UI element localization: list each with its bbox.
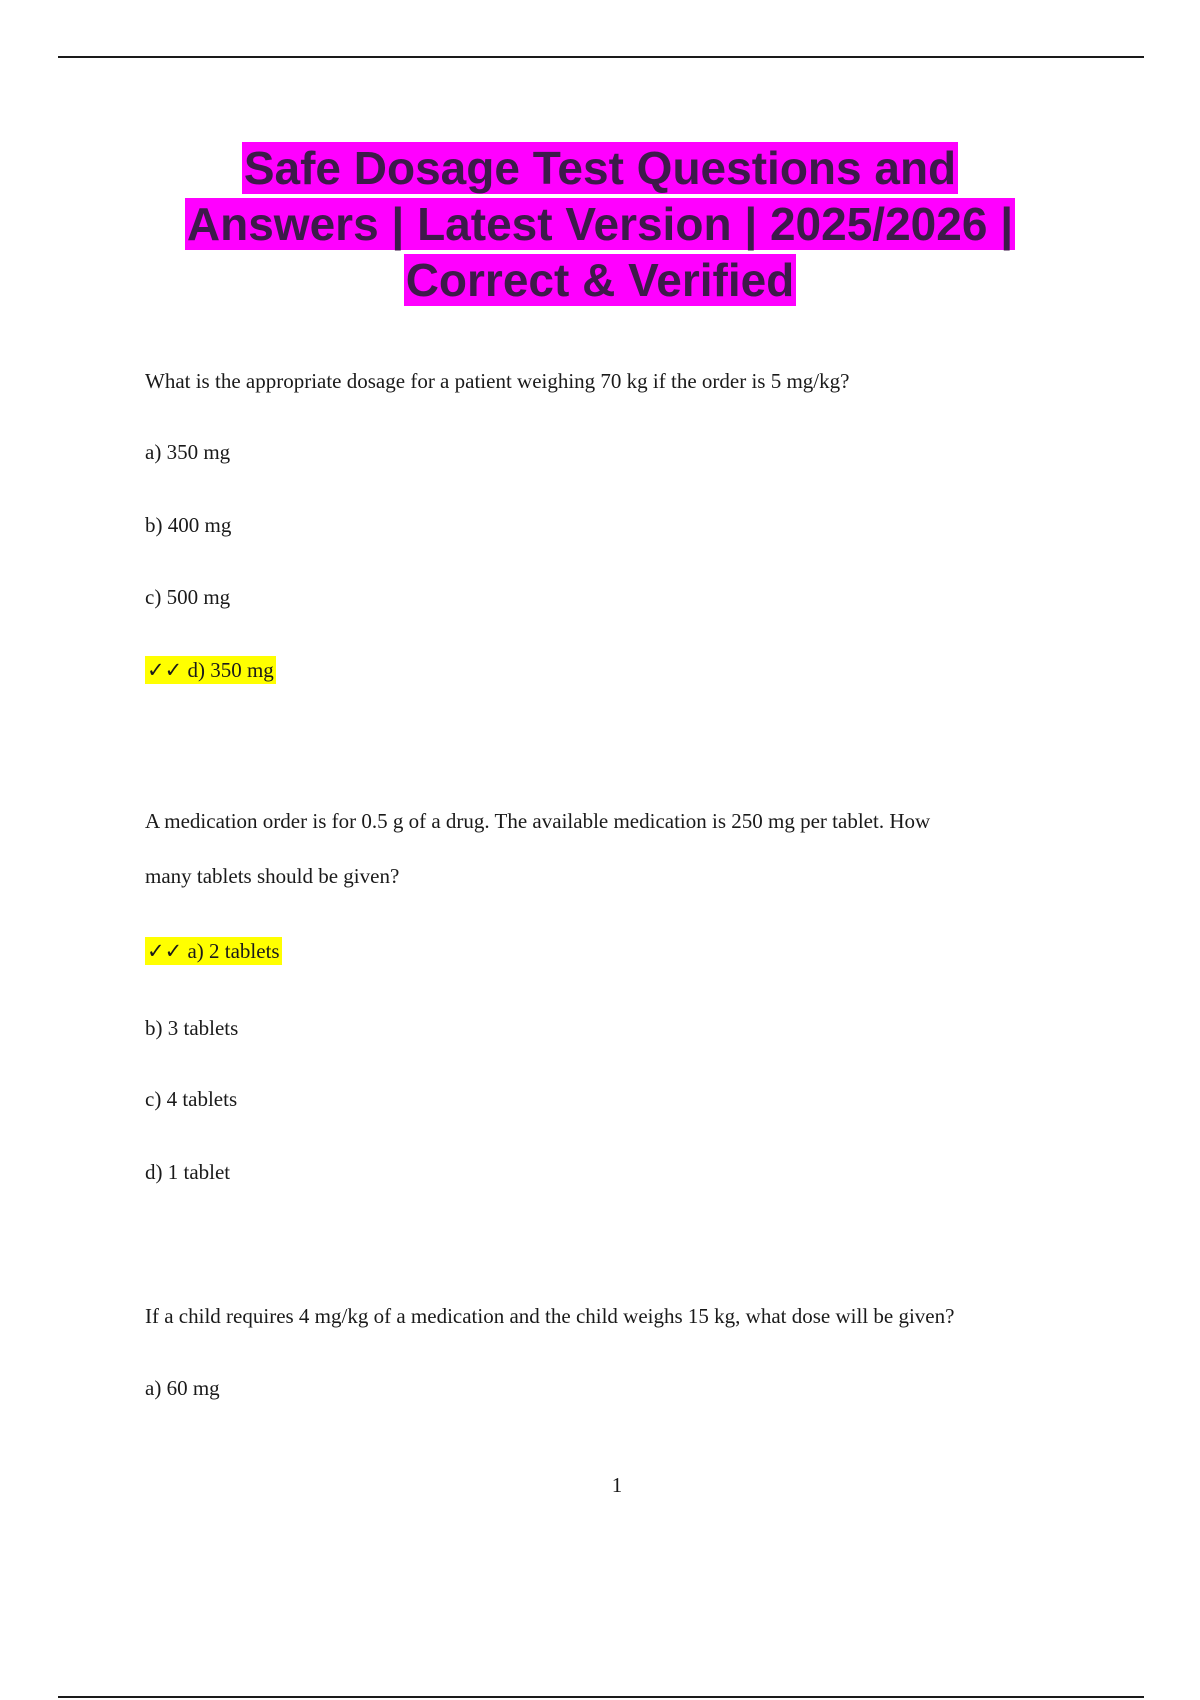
page-number: 1 xyxy=(611,1473,623,1497)
question-1-option-b: b) 400 mg xyxy=(145,513,232,537)
question-2-option-a: a) 2 tablets xyxy=(187,939,280,963)
answer-highlight xyxy=(145,937,282,965)
question-2-prompt-line-1: A medication order is for 0.5 g of a drug. The available medication is 250 mg per tablet. How xyxy=(145,809,931,833)
question-2-prompt-line-2: many tablets should be given? xyxy=(145,864,400,888)
answer-highlight xyxy=(145,656,276,684)
question-2-option-d: d) 1 tablet xyxy=(145,1160,231,1184)
top-rule xyxy=(58,56,1144,58)
question-1-option-d: d) 350 mg xyxy=(187,658,274,682)
document-title xyxy=(100,140,1100,308)
question-1-prompt: What is the appropriate dosage for a patient weighing 70 kg if the order is 5 mg/kg? xyxy=(145,369,850,393)
question-1-option-a: a) 350 mg xyxy=(145,440,231,464)
question-3-option-a: a) 60 mg xyxy=(145,1376,220,1400)
title-line-1: Safe Dosage Test Questions and xyxy=(243,142,957,194)
question-3-prompt: If a child requires 4 mg/kg of a medication and the child weighs 15 kg, what dose will be given? xyxy=(145,1304,955,1328)
double-check-icon: ✓✓ xyxy=(147,658,183,682)
question-1-correct-answer xyxy=(145,658,276,683)
title-line-2: Answers | Latest Version | 2025/2026 | xyxy=(186,198,1014,250)
bottom-rule xyxy=(58,1696,1144,1698)
question-2-option-b: b) 3 tablets xyxy=(145,1016,239,1040)
question-1-option-c: c) 500 mg xyxy=(145,585,231,609)
question-2-option-c: c) 4 tablets xyxy=(145,1087,238,1111)
double-check-icon: ✓✓ xyxy=(147,939,183,963)
question-2-correct-answer xyxy=(145,939,282,964)
title-line-3: Correct & Verified xyxy=(405,254,795,306)
